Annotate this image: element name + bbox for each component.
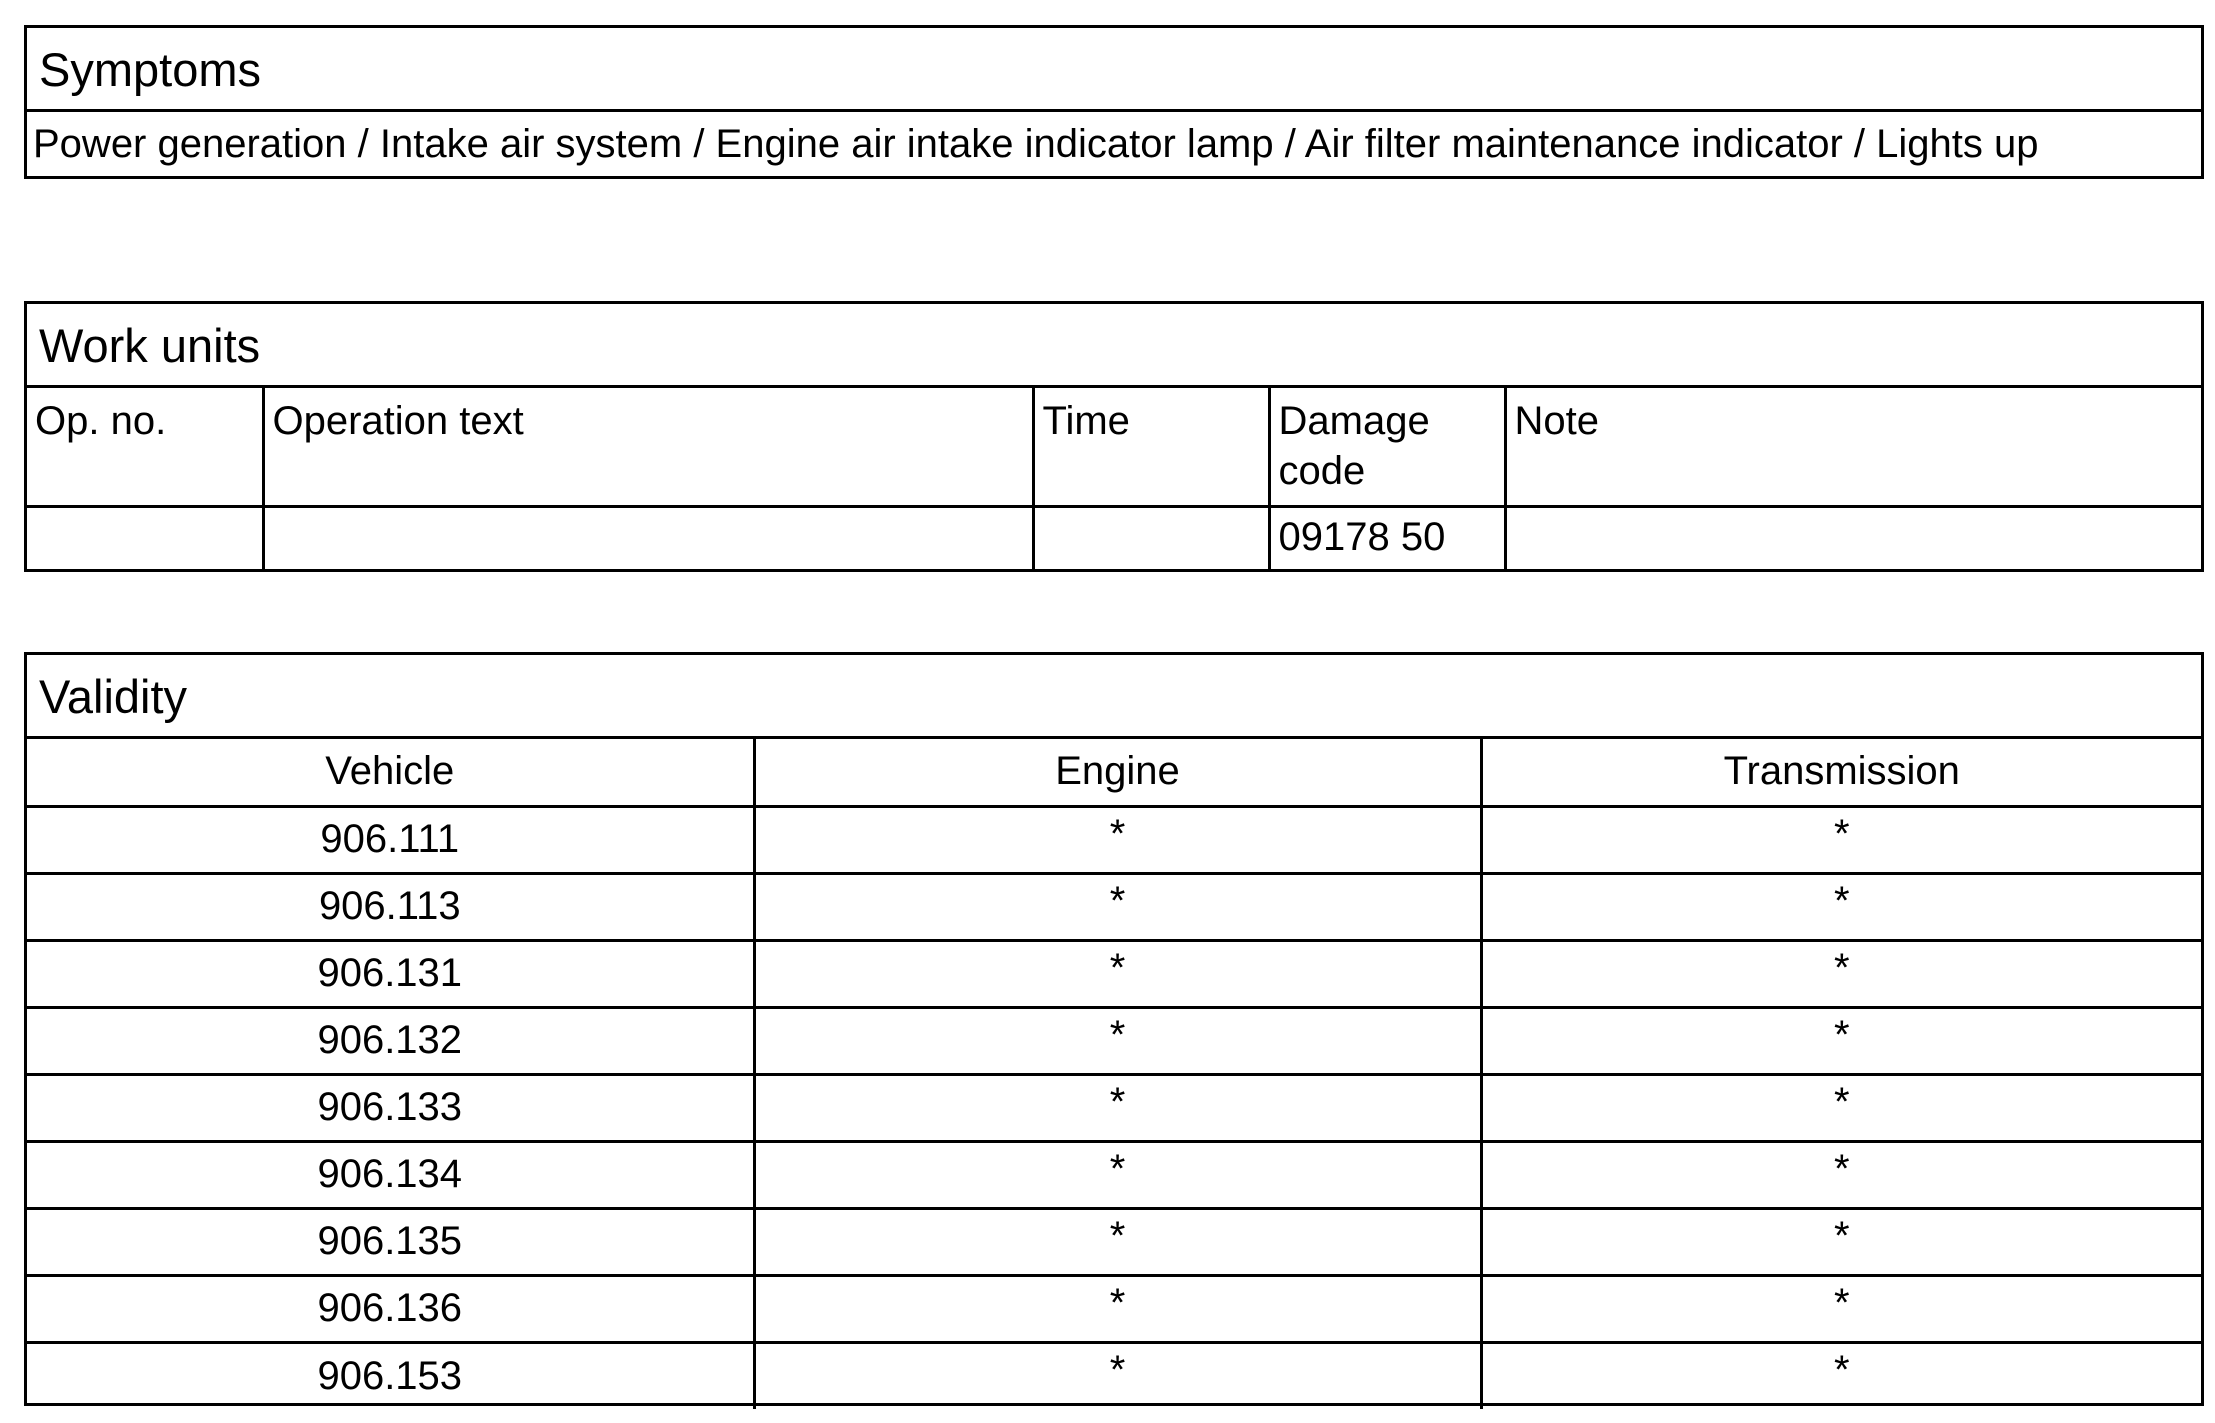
engine-cell: *: [754, 1275, 1481, 1342]
engine-cell: *: [754, 940, 1481, 1007]
engine-cell: *: [754, 1141, 1481, 1208]
note-cell: [1505, 506, 2201, 570]
table-row: [27, 806, 2201, 873]
damage-code-header-line2: code: [1278, 449, 1366, 493]
engine-cell: *: [754, 1074, 1481, 1141]
table-row: [27, 940, 2201, 1007]
op-no-cell: [27, 506, 263, 570]
op-no-header: Op. no.: [27, 388, 263, 506]
table-row: [27, 1275, 2201, 1342]
transmission-cell: *: [1833, 1347, 1850, 1392]
table-row: [27, 506, 2201, 570]
vehicle-cell: 906.134: [27, 1141, 754, 1208]
symptoms-text: Power generation / Intake air system / Engine air intake indicator lamp / Air filter maintenance indicator / Lights up: [33, 122, 2039, 166]
validity-table: [27, 739, 2201, 1409]
table-row: [27, 1007, 2201, 1074]
vehicle-cell: 906.113: [27, 873, 754, 940]
vehicle-cell: 906.132: [27, 1007, 754, 1074]
symptoms-section: [24, 25, 2204, 179]
damage-code-cell: 09178 50: [1269, 506, 1505, 570]
work-units-table: [27, 388, 2201, 570]
vehicle-cell: 906.136: [27, 1275, 754, 1342]
operation-text-cell: [263, 506, 1033, 570]
validity-header-row: [27, 739, 2201, 806]
note-header: Note: [1505, 388, 2201, 506]
vehicle-cell: 906.111: [27, 806, 754, 873]
vehicle-header: Vehicle: [27, 739, 754, 806]
damage-code-header-line1: Damage: [1278, 399, 1430, 443]
work-units-title: Work units: [27, 304, 2201, 388]
engine-header: Engine: [754, 739, 1481, 806]
validity-title: Validity: [27, 655, 2201, 739]
vehicle-cell: 906.135: [27, 1208, 754, 1275]
engine-cell: *: [754, 1007, 1481, 1074]
operation-text-header: Operation text: [263, 388, 1033, 506]
time-cell: [1033, 506, 1269, 570]
transmission-cell: *: [1481, 1074, 2201, 1141]
time-header: Time: [1033, 388, 1269, 506]
transmission-cell: *: [1481, 1275, 2201, 1342]
transmission-cell: *: [1481, 940, 2201, 1007]
table-row: [27, 873, 2201, 940]
transmission-cell: *: [1481, 1141, 2201, 1208]
table-row: [27, 1141, 2201, 1208]
engine-cell: *: [754, 873, 1481, 940]
vehicle-cell: 906.153: [27, 1342, 754, 1409]
symptoms-title: Symptoms: [27, 28, 2201, 112]
table-row: [27, 1208, 2201, 1275]
transmission-header: Transmission: [1481, 739, 2201, 806]
damage-code-header: [1269, 388, 1505, 506]
engine-cell: *: [754, 1342, 1481, 1409]
engine-cell: *: [754, 806, 1481, 873]
engine-cell: *: [754, 1208, 1481, 1275]
vehicle-cell: 906.131: [27, 940, 754, 1007]
work-units-section: [24, 301, 2204, 572]
transmission-cell: *: [1481, 1007, 2201, 1074]
transmission-cell: *: [1481, 806, 2201, 873]
transmission-cell: *: [1481, 1208, 2201, 1275]
table-row: [27, 1342, 2201, 1409]
table-row: [27, 1074, 2201, 1141]
validity-section: [24, 652, 2204, 1406]
vehicle-cell: 906.133: [27, 1074, 754, 1141]
work-units-header-row: [27, 388, 2201, 506]
transmission-cell: *: [1481, 873, 2201, 940]
